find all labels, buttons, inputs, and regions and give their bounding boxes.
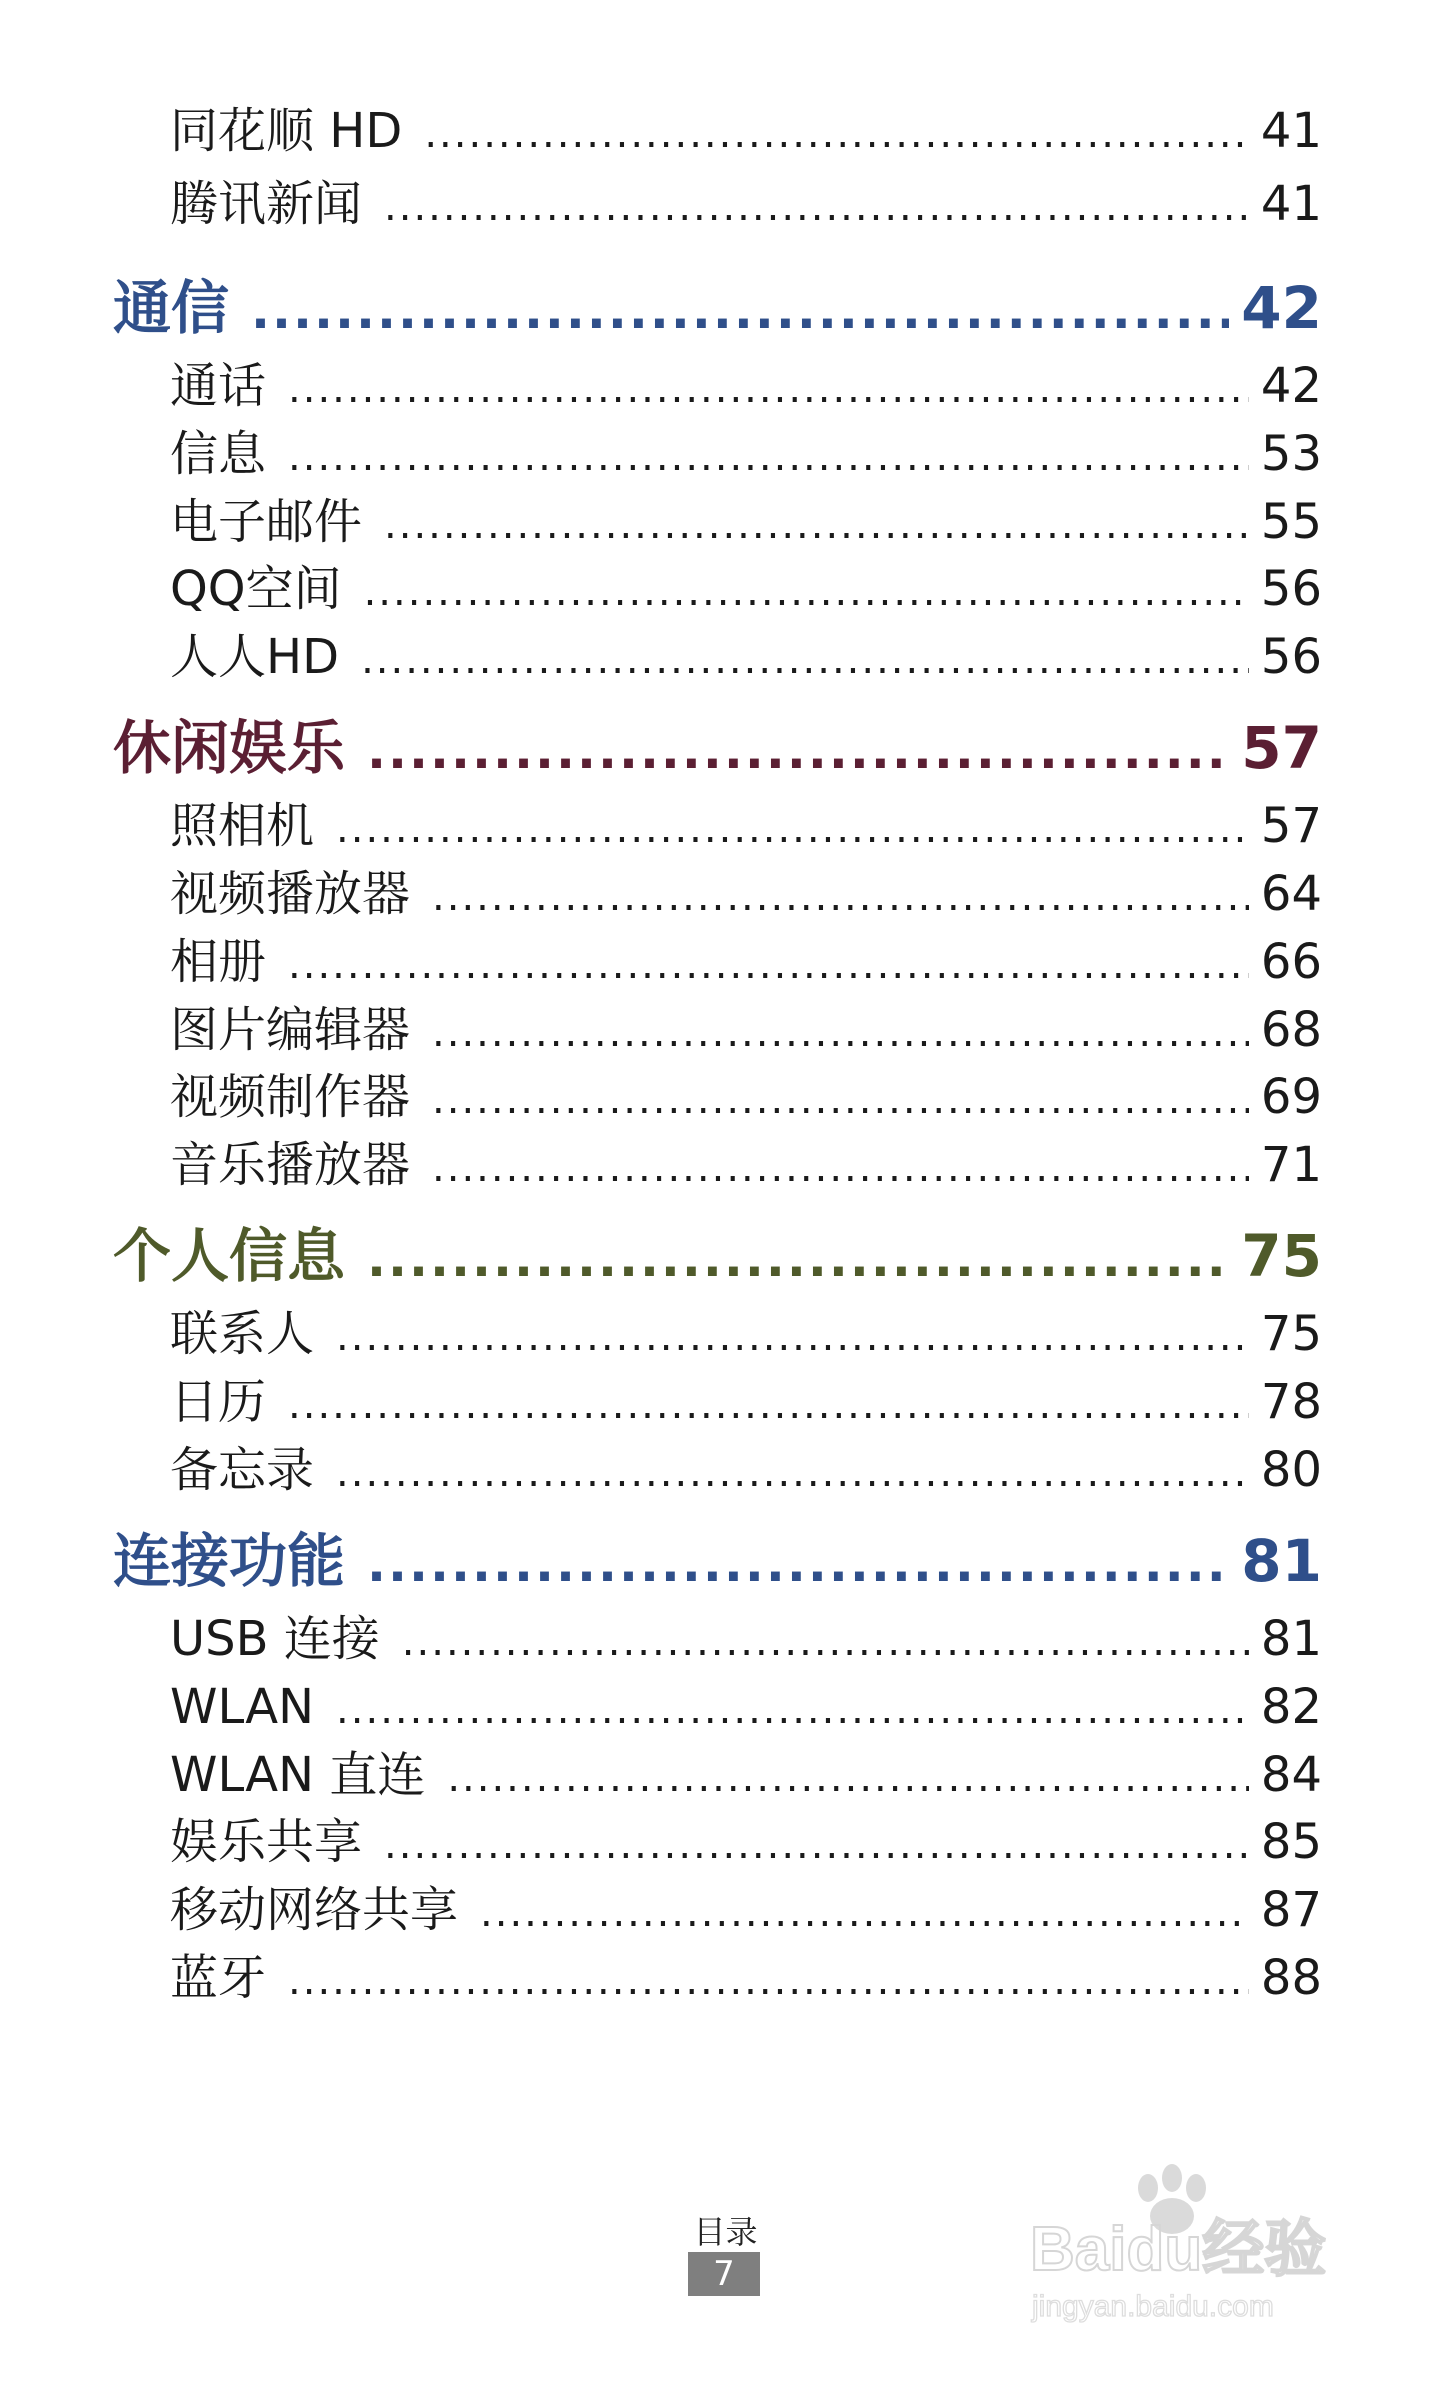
dot-leader <box>367 1216 1229 1302</box>
toc-page-number: 75 <box>1241 1222 1322 1290</box>
dot-leader <box>364 556 1249 628</box>
toc-entry[interactable] <box>170 1874 1322 1946</box>
dot-leader <box>432 861 1249 933</box>
dot-leader <box>336 1674 1249 1746</box>
dot-leader <box>480 1877 1249 1949</box>
toc-entry-title: 休闲娱乐 <box>113 714 346 782</box>
dot-leader <box>384 489 1249 561</box>
toc-section-heading[interactable] <box>113 1518 1322 1604</box>
toc-entry-title: 备忘录 <box>170 1442 315 1498</box>
toc-page-number: 42 <box>1241 274 1322 342</box>
toc-page-number: 42 <box>1260 358 1322 414</box>
toc-entry[interactable] <box>170 553 1322 625</box>
toc-entry-title: 照相机 <box>170 798 315 854</box>
toc-page-number: 56 <box>1260 561 1322 617</box>
baidu-jingyan-watermark <box>1020 2150 1360 2330</box>
toc-entry[interactable] <box>170 1298 1322 1370</box>
toc-page-number: 81 <box>1241 1527 1322 1595</box>
dot-leader <box>432 997 1249 1069</box>
watermark-url-text: jingyan.baidu.com <box>1032 2290 1274 2323</box>
toc-entry-title: 个人信息 <box>113 1222 346 1290</box>
toc-entry-title: 同花顺 HD <box>170 103 403 159</box>
toc-entry-title: 联系人 <box>170 1306 315 1362</box>
toc-page-number: 69 <box>1260 1069 1322 1125</box>
toc-entry-title: 图片编辑器 <box>170 1002 411 1058</box>
toc-entry-title: 电子邮件 <box>170 494 363 550</box>
dot-leader <box>432 1064 1249 1136</box>
toc-page-number: 56 <box>1260 629 1322 685</box>
toc-section-heading[interactable] <box>113 1213 1322 1299</box>
dot-leader <box>251 268 1229 354</box>
toc-page-number: 80 <box>1260 1442 1322 1498</box>
dot-leader <box>336 1437 1249 1509</box>
toc-page-number: 55 <box>1260 494 1322 550</box>
dot-leader <box>336 793 1249 865</box>
toc-entry[interactable] <box>170 926 1322 998</box>
toc-entry[interactable] <box>170 1434 1322 1506</box>
dot-leader <box>384 171 1249 243</box>
toc-entry[interactable] <box>170 1942 1322 2014</box>
toc-entry[interactable] <box>170 1129 1322 1201</box>
toc-entry-title: 日历 <box>170 1374 267 1430</box>
toc-entry-title: USB 连接 <box>170 1611 380 1667</box>
toc-entry[interactable] <box>170 95 1322 167</box>
dot-leader <box>402 1606 1249 1678</box>
dot-leader <box>288 1369 1249 1441</box>
toc-entry[interactable] <box>170 1739 1322 1811</box>
toc-entry-title: 通信 <box>113 274 230 342</box>
toc-page-number: 57 <box>1241 714 1322 782</box>
toc-section-heading[interactable] <box>113 705 1322 791</box>
toc-page-number: 75 <box>1260 1306 1322 1362</box>
toc-page-number: 64 <box>1260 866 1322 922</box>
toc-entry[interactable] <box>170 168 1322 240</box>
toc-page-number: 41 <box>1260 103 1322 159</box>
toc-entry[interactable] <box>170 418 1322 490</box>
toc-page-number: 78 <box>1260 1374 1322 1430</box>
toc-page-number: 88 <box>1260 1950 1322 2006</box>
toc-entry-title: WLAN 直连 <box>170 1747 426 1803</box>
dot-leader <box>367 1521 1229 1607</box>
dot-leader <box>367 708 1229 794</box>
toc-entry[interactable] <box>170 1366 1322 1438</box>
toc-entry[interactable] <box>170 994 1322 1066</box>
dot-leader <box>424 98 1249 170</box>
dot-leader <box>384 1809 1249 1881</box>
dot-leader <box>432 1132 1249 1204</box>
toc-page-number: 68 <box>1260 1002 1322 1058</box>
toc-page-number: 71 <box>1260 1137 1322 1193</box>
toc-entry[interactable] <box>170 350 1322 422</box>
toc-entry-title: 视频制作器 <box>170 1069 411 1125</box>
toc-entry-title: 通话 <box>170 358 267 414</box>
toc-page-number: 41 <box>1260 176 1322 232</box>
toc-page-number: 57 <box>1260 798 1322 854</box>
toc-entry-title: 视频播放器 <box>170 866 411 922</box>
toc-entry[interactable] <box>170 1671 1322 1743</box>
toc-page-number: 82 <box>1260 1679 1322 1735</box>
toc-entry-title: 相册 <box>170 934 267 990</box>
footer-section-label: 目录 <box>693 2213 758 2251</box>
toc-entry[interactable] <box>170 1806 1322 1878</box>
dot-leader <box>288 929 1249 1001</box>
toc-entry-title: 信息 <box>170 426 267 482</box>
toc-entry-title: 移动网络共享 <box>170 1882 459 1938</box>
dot-leader <box>288 353 1249 425</box>
toc-entry-title: 人人HD <box>170 629 340 685</box>
toc-entry[interactable] <box>170 486 1322 558</box>
toc-entry-title: 音乐播放器 <box>170 1137 411 1193</box>
toc-entry[interactable] <box>170 1061 1322 1133</box>
toc-entry[interactable] <box>170 621 1322 693</box>
dot-leader <box>447 1742 1249 1814</box>
dot-leader <box>288 421 1249 493</box>
watermark-brand-text: Baidu经验 <box>1030 2215 1327 2284</box>
dot-leader <box>288 1945 1249 2017</box>
toc-entry-title: 腾讯新闻 <box>170 176 363 232</box>
toc-entry-title: 蓝牙 <box>170 1950 267 2006</box>
toc-entry-title: WLAN <box>170 1679 315 1735</box>
toc-page-number: 87 <box>1260 1882 1322 1938</box>
toc-entry[interactable] <box>170 858 1322 930</box>
page-number: 7 <box>688 2252 760 2296</box>
toc-page-number: 81 <box>1260 1611 1322 1667</box>
toc-entry-title: 娱乐共享 <box>170 1814 363 1870</box>
dot-leader <box>361 624 1249 696</box>
toc-entry[interactable] <box>170 790 1322 862</box>
toc-page-number: 66 <box>1260 934 1322 990</box>
toc-section-heading[interactable] <box>113 265 1322 351</box>
toc-page-number: 53 <box>1260 426 1322 482</box>
dot-leader <box>336 1301 1249 1373</box>
toc-page-number: 85 <box>1260 1814 1322 1870</box>
toc-entry[interactable] <box>170 1603 1322 1675</box>
toc-entry-title: QQ空间 <box>170 561 342 617</box>
toc-page-number: 84 <box>1260 1747 1322 1803</box>
toc-entry-title: 连接功能 <box>113 1527 346 1595</box>
